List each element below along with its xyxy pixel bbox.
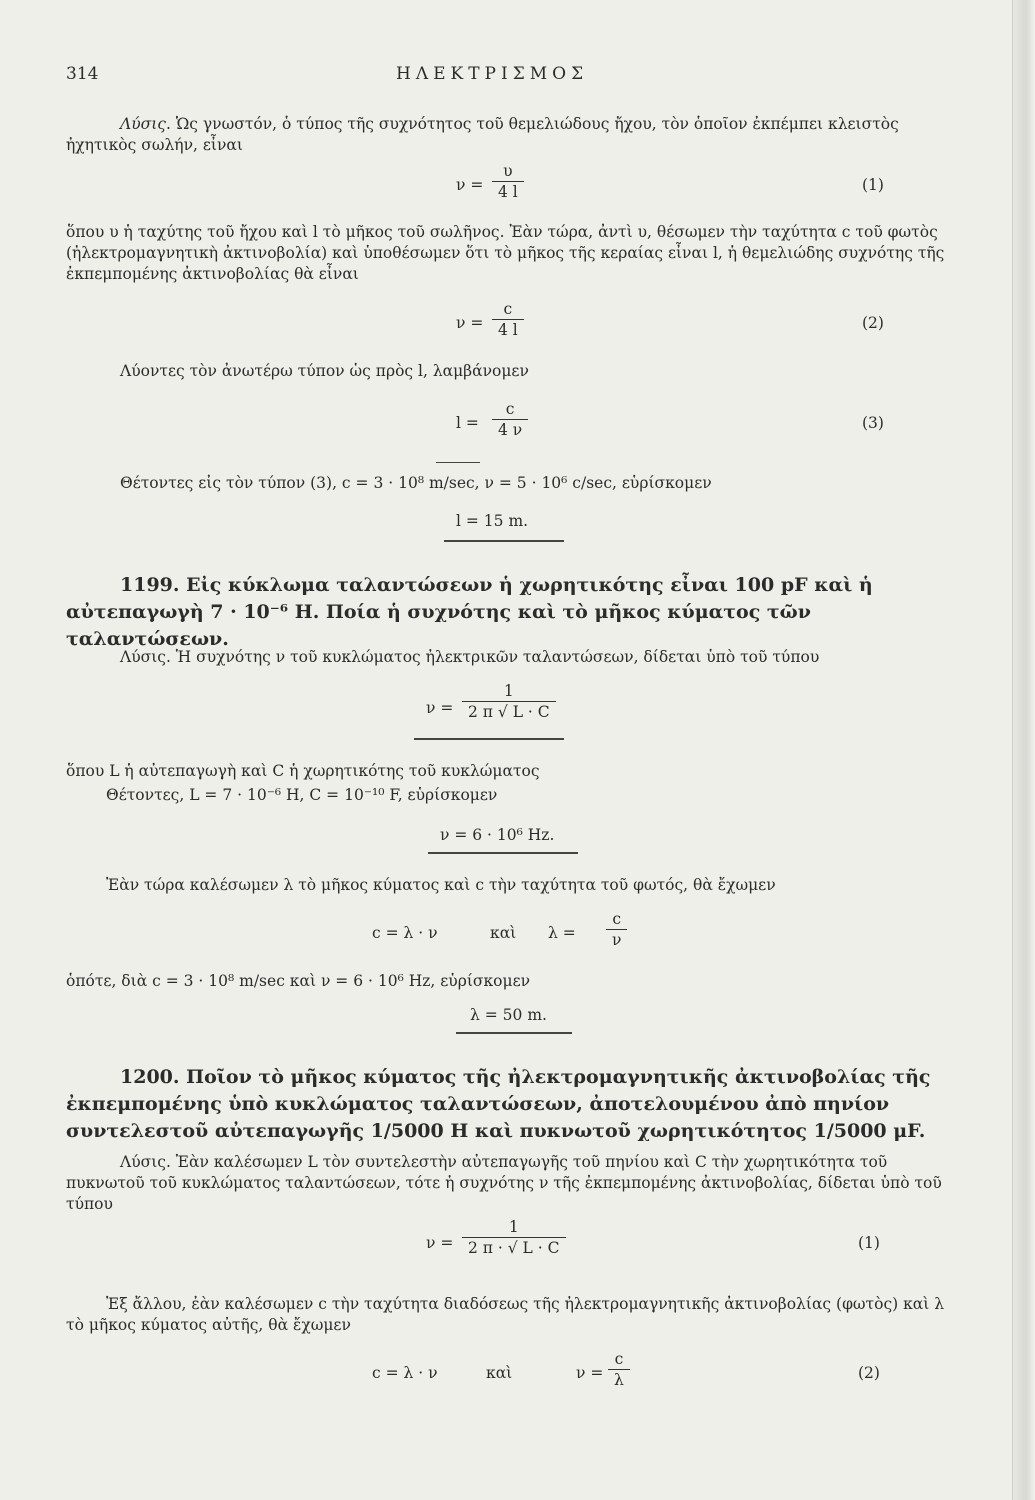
p1199-line1: Λύσις. Ἡ συχνότης ν τοῦ κυκλώματος ἠλεκτρικῶν ταλαντώσεων, δίδεται ὑπὸ τοῦ τύπου: [120, 648, 820, 666]
eq3-lhs: l =: [456, 414, 479, 432]
p1200-eq2c-lhs: ν =: [576, 1364, 604, 1382]
p1199-line5: ὁπότε, διὰ c = 3 · 10⁸ m/sec καὶ ν = 6 · 10⁶ Hz, εὑρίσκομεν: [66, 972, 531, 990]
p1200-eq2c-fraction: $\frac{c}{\lambda}$: [608, 1350, 630, 1389]
p1200-eq2b: καὶ: [486, 1364, 513, 1382]
p1200-eq1-fraction: $\frac{1}{2 \pi \cdot √ L \cdot C}$: [462, 1218, 566, 1257]
p1200-eq2a: c = λ · ν: [372, 1364, 438, 1382]
line-3: Λύοντες τὸν ἀνωτέρω τύπον ὡς πρὸς l, λαμβάνομεν: [120, 362, 529, 380]
p1200-paragraph: Λύσις. Ἐὰν καλέσωμεν L τὸν συντελεστὴν αὐτεπαγωγῆς τοῦ πηνίου καὶ C τὴν χωρητικότητα τοῦ πυκνωτοῦ τοῦ κυκλώματος ταλαντώσεων, τότε ἡ συχνότης ν τῆς ἐκπεμπομένης ἀκτινοβολίας, δίδεται ὑπὸ τοῦ τύπου: [66, 1153, 942, 1213]
eq2-fraction: $\frac{c}{4 l}$: [492, 300, 524, 339]
p1199-eq2a: c = λ · ν: [372, 924, 438, 942]
eq3-fraction: $\frac{c}{4 \nu}$: [492, 400, 528, 439]
paragraph-2: ὅπου υ ἡ ταχύτης τοῦ ἤχου καὶ l τὸ μῆκος τοῦ σωλῆνος. Ἐὰν τώρα, ἀντὶ υ, θέσωμεν τὴν ταχύτητα c τοῦ φωτὸς (ἠλεκτρομαγνητικὴ ἀκτινοβολία) καὶ ὑποθέσωμεν ὅτι τὸ μῆκος τῆς κεραίας εἶναι l, ἡ θεμελιώδης συχνότης τῆς ἐκπεμπομένης ἀκτινοβολίας θὰ εἶναι: [66, 223, 945, 283]
eq1-fraction: $\frac{\upsilon}{4 l}$: [492, 162, 524, 201]
p1200-eq2-number: (2): [858, 1364, 880, 1382]
p1200-eq1-number: (1): [858, 1234, 880, 1252]
p1199-result1-underline: [428, 852, 578, 854]
p1199-eq-fraction: $\frac{1}{2 \pi √ L \cdot C}$: [462, 682, 556, 721]
result-length: l = 15 m.: [456, 512, 529, 530]
p1199-eq2c-lhs: λ =: [548, 924, 576, 942]
result-underline: [444, 540, 564, 542]
p1199-line2: ὅπου L ἡ αὐτεπαγωγὴ καὶ C ἡ χωρητικότης τοῦ κυκλώματος: [66, 762, 540, 780]
problem-1200-statement: 1200. Ποῖον τὸ μῆκος κύματος τῆς ἠλεκτρομαγνητικῆς ἀκτινοβολίας τῆς ἐκπεμπομένης ὑπὸ κυκλώματος ταλαντώσεων, ἀποτελουμένου ἀπὸ πηνίον συντελεστοῦ αὐτεπαγωγῆς 1/5000 H καὶ πυκνωτοῦ χωρητικότητος 1/5000 μF.: [66, 1066, 931, 1142]
p1199-line4: Ἐὰν τώρα καλέσωμεν λ τὸ μῆκος κύματος καὶ c τὴν ταχύτητα τοῦ φωτός, θὰ ἔχωμεν: [106, 876, 776, 894]
eq3-number: (3): [862, 414, 884, 432]
line-4: Θέτοντες εἰς τὸν τύπον (3), c = 3 · 10⁸ m/sec, ν = 5 · 10⁶ c/sec, εὑρίσκομεν: [120, 474, 712, 492]
eq1-lhs: ν =: [456, 176, 484, 194]
p1200-paragraph-2: Ἐξ ἄλλου, ἐὰν καλέσωμεν c τὴν ταχύτητα διαδόσεως τῆς ἠλεκτρομαγνητικῆς ἀκτινοβολίας (φωτὸς) καὶ λ τὸ μῆκος κύματος αὐτῆς, θὰ ἔχωμεν: [66, 1295, 945, 1334]
p1199-eq2c-fraction: $\frac{c}{\nu}$: [606, 910, 627, 949]
eq1-number: (1): [862, 176, 884, 194]
solution-intro: Λύσις. Ὡς γνωστόν, ὁ τύπος τῆς συχνότητος τοῦ θεμελιώδους ἤχου, τὸν ὁποῖον ἐκπέμπει κλειστὸς ἠχητικὸς σωλήν, εἶναι: [66, 115, 899, 154]
p1199-eq-lhs: ν =: [426, 699, 454, 717]
p1199-eq-underline: [414, 738, 564, 740]
eq2-lhs: ν =: [456, 314, 484, 332]
problem-1199-statement: 1199. Εἰς κύκλωμα ταλαντώσεων ἡ χωρητικότης εἶναι 100 pF καὶ ἡ αὐτεπαγωγὴ 7 · 10⁻⁶ H. Ποία ἡ συχνότης καὶ τὸ μῆκος κύματος τῶν ταλαντώσεων.: [66, 574, 873, 650]
p1200-eq1-lhs: ν =: [426, 1234, 454, 1252]
p1199-line3: Θέτοντες, L = 7 · 10⁻⁶ H, C = 10⁻¹⁰ F, εὑρίσκομεν: [106, 786, 498, 804]
page-number: 314: [66, 64, 99, 84]
p1199-eq2b: καὶ: [490, 924, 517, 942]
running-title: ΗΛΕΚΤΡΙΣΜΟΣ: [396, 64, 589, 84]
p1199-result-wavelength: λ = 50 m.: [470, 1006, 547, 1024]
page-edge: [1012, 0, 1035, 1500]
divider: [436, 462, 480, 463]
p1199-result2-underline: [456, 1032, 572, 1034]
eq2-number: (2): [862, 314, 884, 332]
p1199-result-frequency: ν = 6 · 10⁶ Hz.: [440, 826, 555, 844]
